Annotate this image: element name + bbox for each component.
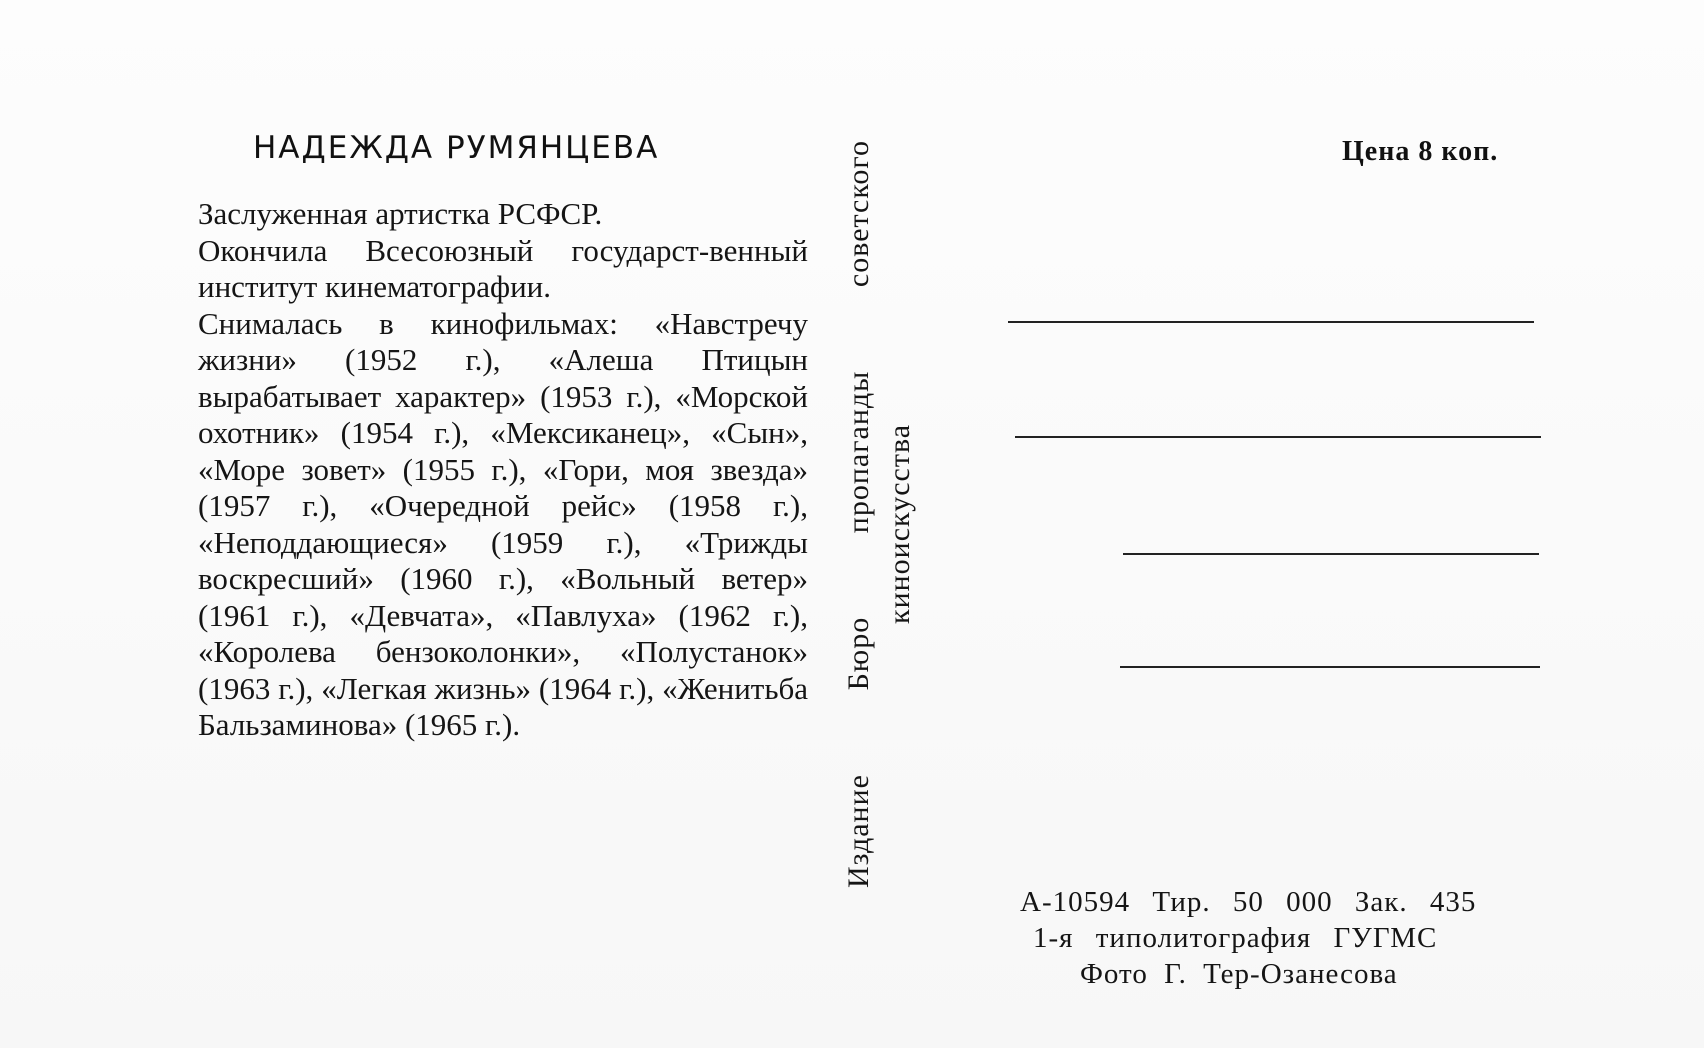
address-line	[1123, 553, 1539, 555]
publisher-word: советского	[842, 140, 875, 288]
imprint-printer-line: 1-я типолитография ГУГМС	[1033, 922, 1438, 954]
biography	[170, 196, 808, 744]
publisher-line-2: киноискусства	[883, 423, 916, 624]
address-line	[1120, 666, 1540, 668]
publisher-word: Издание	[842, 774, 875, 888]
print-imprint	[1010, 884, 1550, 992]
price-label: Цена 8 коп.	[1342, 136, 1499, 167]
address-line	[1015, 436, 1541, 438]
publisher-line-1	[842, 140, 876, 888]
imprint-order-line: А-10594 Тир. 50 000 Зак. 435	[1020, 886, 1477, 918]
publisher-word: Бюро	[842, 616, 875, 691]
bio-filmography: Снималась в кинофильмах: «Навстречу жизни» (1952 г.), «Алеша Птицын вырабатывает характер» (1953 г.), «Морской охотник» (1954 г.), «Мексиканец», «Сын», «Море зовет» (1955 г.), «Гори, моя звезда» (1957 г.), «Очередной рейс» (1958 г.), «Неподдающиеся» (1959 г.), «Трижды воскресший» (1960 г.), «Вольный ветер» (1961 г.), «Девчата», «Павлуха» (1962 г.), «Королева бензоколонки», «Полустанок» (1963 г.), «Легкая жизнь» (1964 г.), «Женитьба Бальзаминова» (1965 г.).	[198, 305, 808, 742]
publisher-word: пропаганды	[842, 370, 875, 534]
bio-title-line: Заслуженная артистка РСФСР.	[198, 196, 603, 231]
address-line	[1008, 321, 1534, 323]
bio-education: Окончила Всесоюзный государст-венный институт кинематографии.	[198, 232, 808, 304]
imprint-photo-credit: Фото Г. Тер-Озанесова	[1080, 958, 1398, 990]
actress-name: НАДЕЖДА РУМЯНЦЕВА	[253, 130, 660, 166]
